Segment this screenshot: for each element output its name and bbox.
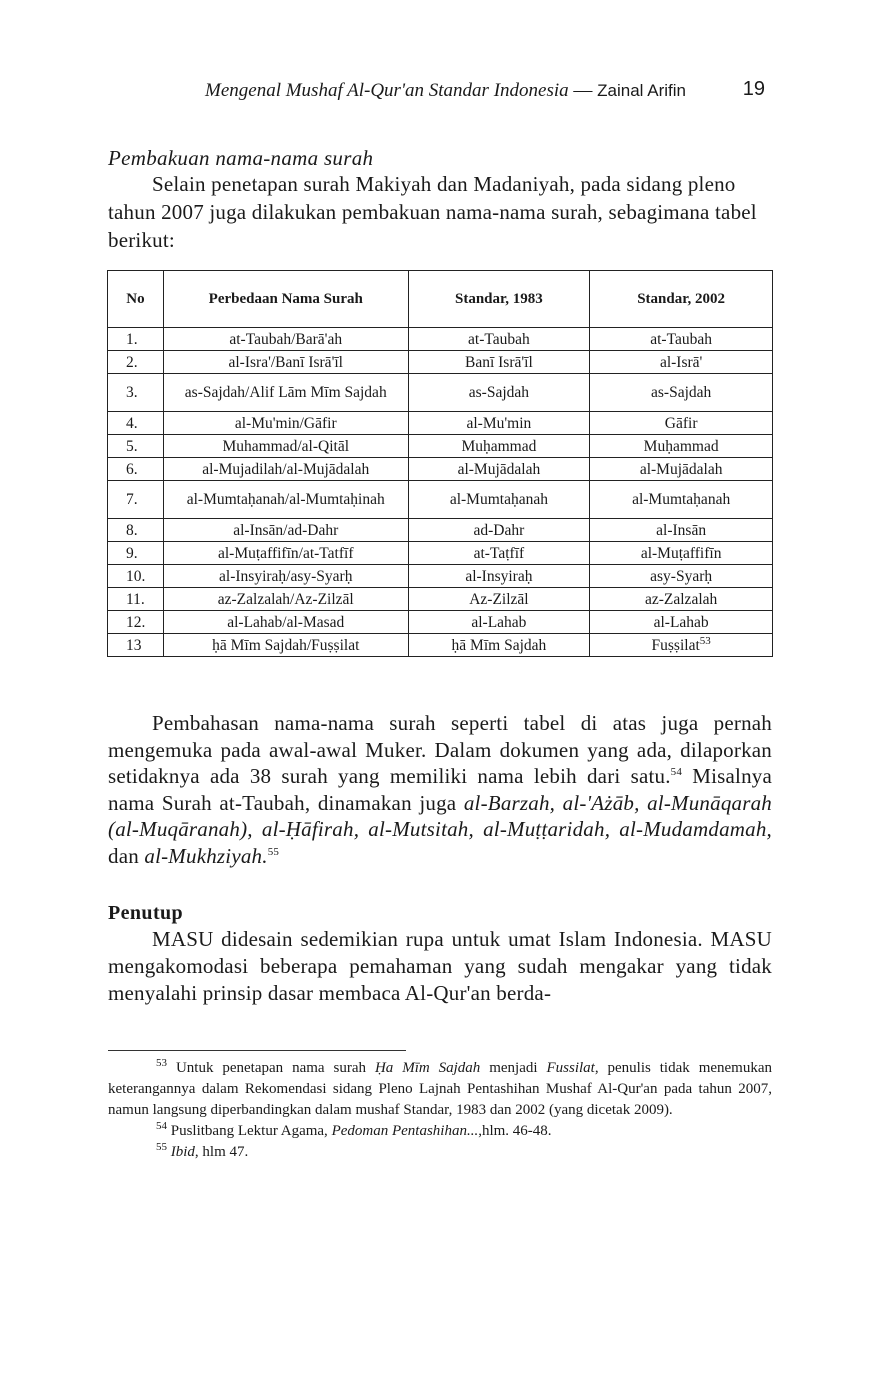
footnote-text: , penulis tidak menemukan keterangannya dalam Rekomendasi sidang Pleno Lajnah Pentashihan Mushaf Al-Qur'an pada tahun 2007, namun langsung diperbandingkan dalam mushaf Standar, 1983 dan 2002 (yang dicetak 2009). xyxy=(108,1060,772,1118)
surah-names-table xyxy=(107,270,773,657)
footnote-italic: Ḥa Mīm Sajdah xyxy=(374,1060,481,1076)
table-row xyxy=(108,481,773,519)
section-heading: Pembakuan nama-nama surah xyxy=(108,146,374,170)
cell-no: 7. xyxy=(108,481,164,519)
footnote-italic: Ibid xyxy=(170,1144,195,1160)
discussion-last-name: al-Mukhziyah. xyxy=(144,843,268,868)
discussion-text-c: dan xyxy=(108,843,145,868)
footnote-54 xyxy=(108,1121,772,1142)
cell-2002: at-Taubah xyxy=(590,328,773,351)
footnote-ref-53[interactable]: 53 xyxy=(699,634,711,647)
footnote-ref-54[interactable]: 54 xyxy=(670,766,683,778)
table-row xyxy=(108,611,773,634)
cell-no: 6. xyxy=(108,458,164,481)
header-no: No xyxy=(108,271,164,328)
cell-no: 10. xyxy=(108,565,164,588)
cell-1983: Banī Isrā'īl xyxy=(408,351,590,374)
cell-2002: as-Sajdah xyxy=(590,374,773,412)
cell-difference: al-Lahab/al-Masad xyxy=(163,611,408,634)
footnote-text: ,hlm. 46-48. xyxy=(478,1123,552,1139)
table-row xyxy=(108,328,773,351)
cell-1983: al-Lahab xyxy=(408,611,590,634)
cell-1983: al-Mumtaḥanah xyxy=(408,481,590,519)
cell-2002 xyxy=(590,634,773,657)
footnote-number: 54 xyxy=(156,1120,167,1132)
discussion-text-a: Pembahasan nama-nama surah seperti tabel di atas juga pernah mengemuka pada awal-awal Muker. Dalam dokumen yang ada, dilaporkan setidaknya ada 38 surah yang memiliki nama lebih dari satu. xyxy=(108,711,772,788)
closing-paragraph xyxy=(108,926,772,1007)
cell-difference: as-Sajdah/Alif Lām Mīm Sajdah xyxy=(163,374,408,412)
cell-1983: as-Sajdah xyxy=(408,374,590,412)
cell-2002: al-Muṭaffifīn xyxy=(590,542,773,565)
table-row xyxy=(108,634,773,657)
header-separator: — xyxy=(573,80,593,101)
cell-1983: Muḥammad xyxy=(408,435,590,458)
cell-1983: at-Taubah xyxy=(408,328,590,351)
footnote-text: menjadi xyxy=(480,1060,547,1076)
cell-no: 1. xyxy=(108,328,164,351)
footnote-55 xyxy=(108,1142,772,1163)
cell-1983: Az-Zilzāl xyxy=(408,588,590,611)
footnote-number: 53 xyxy=(156,1057,167,1069)
table-row xyxy=(108,588,773,611)
cell-difference: al-Mumtaḥanah/al-Mumtaḥinah xyxy=(163,481,408,519)
header-difference: Perbedaan Nama Surah xyxy=(163,271,408,328)
footnote-ref-55[interactable]: 55 xyxy=(267,845,280,858)
cell-2002: al-Isrā' xyxy=(590,351,773,374)
cell-1983: al-Mujādalah xyxy=(408,458,590,481)
footnote-italic: Pedoman Pentashihan... xyxy=(331,1123,479,1139)
cell-difference: Muhammad/al-Qitāl xyxy=(163,435,408,458)
intro-paragraph xyxy=(108,170,772,254)
cell-difference: al-Insān/ad-Dahr xyxy=(163,519,408,542)
closing-paragraph-text: MASU didesain sedemikian rupa untuk umat Islam Indonesia. MASU mengakomodasi beberapa pemahaman yang sudah mengakar yang tidak menyalahi prinsip dasar membaca Al-Qur'an berda- xyxy=(108,927,772,1005)
cell-difference: al-Isra'/Banī Isrā'īl xyxy=(163,351,408,374)
table-row xyxy=(108,519,773,542)
cell-no: 11. xyxy=(108,588,164,611)
discussion-names: al-Barzah, al-'Ażāb, al-Munāqarah (al-Muqāranah), al-Ḥāfirah, al-Mutsitah, al-Muṭṭaridah, al-Mudamdamah, xyxy=(108,790,772,841)
table-row xyxy=(108,565,773,588)
cell-difference: ḥā Mīm Sajdah/Fuṣṣilat xyxy=(163,634,408,657)
cell-no: 12. xyxy=(108,611,164,634)
cell-no: 5. xyxy=(108,435,164,458)
table-row xyxy=(108,458,773,481)
cell-2002: al-Mumtaḥanah xyxy=(590,481,773,519)
cell-2002: al-Mujādalah xyxy=(590,458,773,481)
footnote-53 xyxy=(108,1058,772,1121)
table-header-row xyxy=(108,271,773,328)
cell-1983: ad-Dahr xyxy=(408,519,590,542)
discussion-text-b: Misalnya nama Surah at-Taubah, dinamakan juga xyxy=(108,764,772,815)
cell-2002-text: Fuṣṣilat xyxy=(651,636,700,654)
closing-heading: Penutup xyxy=(108,902,184,924)
discussion-paragraph xyxy=(108,710,772,869)
table-row xyxy=(108,435,773,458)
running-header xyxy=(205,80,765,102)
cell-1983: ḥā Mīm Sajdah xyxy=(408,634,590,657)
cell-2002: al-Insān xyxy=(590,519,773,542)
footnote-text: Puslitbang Lektur Agama, xyxy=(170,1123,332,1139)
cell-difference: az-Zalzalah/Az-Zilzāl xyxy=(163,588,408,611)
footnote-text: Untuk penetapan nama surah xyxy=(175,1060,375,1076)
cell-difference: at-Taubah/Barā'ah xyxy=(163,328,408,351)
table-row xyxy=(108,351,773,374)
header-standard-2002: Standar, 2002 xyxy=(590,271,773,328)
cell-2002: az-Zalzalah xyxy=(590,588,773,611)
cell-difference: al-Muṭaffifīn/at-Tatfīf xyxy=(163,542,408,565)
cell-2002: al-Lahab xyxy=(590,611,773,634)
cell-1983: al-Mu'min xyxy=(408,412,590,435)
cell-no: 2. xyxy=(108,351,164,374)
table-row xyxy=(108,412,773,435)
cell-no: 8. xyxy=(108,519,164,542)
cell-2002: asy-Syarḥ xyxy=(590,565,773,588)
cell-1983: at-Taṭfīf xyxy=(408,542,590,565)
cell-no: 3. xyxy=(108,374,164,412)
footnote-number: 55 xyxy=(156,1141,167,1153)
cell-no: 13 xyxy=(108,634,164,657)
cell-1983: al-Insyiraḥ xyxy=(408,565,590,588)
cell-2002: Muḥammad xyxy=(590,435,773,458)
header-standard-1983: Standar, 1983 xyxy=(408,271,590,328)
intro-paragraph-text: Selain penetapan surah Makiyah dan Madaniyah, pada sidang pleno tahun 2007 juga dilakukan pembakuan nama-nama surah, sebagimana tabel berikut: xyxy=(108,172,757,252)
footnote-italic: Fussilat xyxy=(546,1060,595,1076)
cell-difference: al-Mujadilah/al-Mujādalah xyxy=(163,458,408,481)
header-title: Mengenal Mushaf Al-Qur'an Standar Indonesia xyxy=(205,80,569,101)
cell-difference: al-Mu'min/Gāfir xyxy=(163,412,408,435)
table-row xyxy=(108,542,773,565)
cell-no: 4. xyxy=(108,412,164,435)
footnote-text: , hlm 47. xyxy=(194,1144,249,1160)
header-author: Zainal Arifin xyxy=(597,81,686,100)
footnotes xyxy=(108,1058,772,1163)
cell-2002: Gāfir xyxy=(590,412,773,435)
cell-difference: al-Insyiraḥ/asy-Syarḥ xyxy=(163,565,408,588)
page-number: 19 xyxy=(742,78,765,100)
table-row xyxy=(108,374,773,412)
cell-no: 9. xyxy=(108,542,164,565)
footnote-divider xyxy=(108,1050,406,1051)
